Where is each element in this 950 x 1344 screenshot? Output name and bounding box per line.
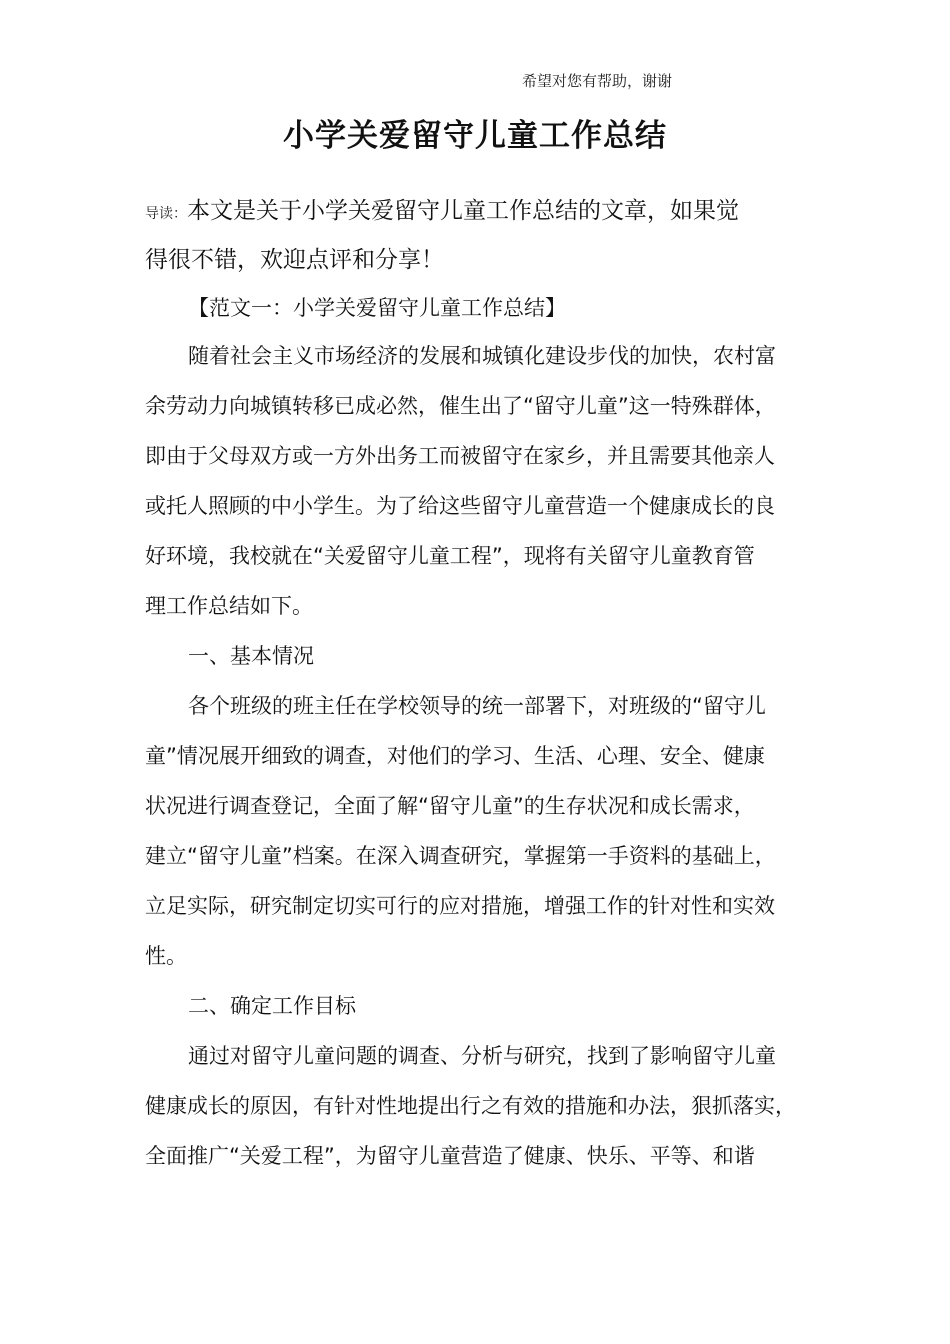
body-line: 余劳动力向城镇转移已成必然，催生出了“留守儿童”这一特殊群体， bbox=[145, 394, 776, 418]
intro-lead-label: 导读： bbox=[145, 206, 187, 222]
body-line: 健康成长的原因，有针对性地提出行之有效的措施和办法，狠抓落实， bbox=[145, 1094, 796, 1118]
intro-line-1-text: 本文是关于小学关爱留守儿童工作总结的文章，如果觉 bbox=[187, 198, 739, 224]
body-line: 随着社会主义市场经济的发展和城镇化建设步伐的加快，农村富 bbox=[188, 344, 776, 368]
body-line: 好环境，我校就在“关爱留守儿童工程”，现将有关留守儿童教育管 bbox=[145, 544, 755, 568]
body-line: 性。 bbox=[145, 944, 187, 968]
body-line: 各个班级的班主任在学校领导的统一部署下，对班级的“留守儿 bbox=[188, 694, 766, 718]
body-line: 理工作总结如下。 bbox=[145, 594, 313, 618]
body-line: 即由于父母双方或一方外出务工而被留守在家乡，并且需要其他亲人 bbox=[145, 444, 775, 468]
intro-paragraph bbox=[145, 188, 825, 283]
body-line: 全面推广“关爱工程”，为留守儿童营造了健康、快乐、平等、和谐 bbox=[145, 1144, 755, 1168]
body-line: 立足实际，研究制定切实可行的应对措施，增强工作的针对性和实效 bbox=[145, 894, 775, 918]
intro-line-1 bbox=[145, 188, 825, 237]
sample-heading: 【范文一：小学关爱留守儿童工作总结】 bbox=[188, 296, 566, 320]
document-title: 小学关爱留守儿童工作总结 bbox=[283, 118, 667, 154]
body-line: 通过对留守儿童问题的调查、分析与研究，找到了影响留守儿童 bbox=[188, 1044, 776, 1068]
section-heading: 二、确定工作目标 bbox=[188, 994, 356, 1018]
body-line: 建立“留守儿童”档案。在深入调查研究，掌握第一手资料的基础上， bbox=[145, 844, 776, 868]
body-line: 状况进行调查登记，全面了解“留守儿童”的生存状况和成长需求， bbox=[145, 794, 755, 818]
intro-line-2: 得很不错，欢迎点评和分享！ bbox=[145, 247, 444, 273]
body-line: 或托人照顾的中小学生。为了给这些留守儿童营造一个健康成长的良 bbox=[145, 494, 775, 518]
body-line: 童”情况展开细致的调查，对他们的学习、生活、心理、安全、健康 bbox=[145, 744, 765, 768]
section-heading: 一、基本情况 bbox=[188, 644, 314, 668]
header-note: 希望对您有帮助，谢谢 bbox=[522, 72, 673, 90]
